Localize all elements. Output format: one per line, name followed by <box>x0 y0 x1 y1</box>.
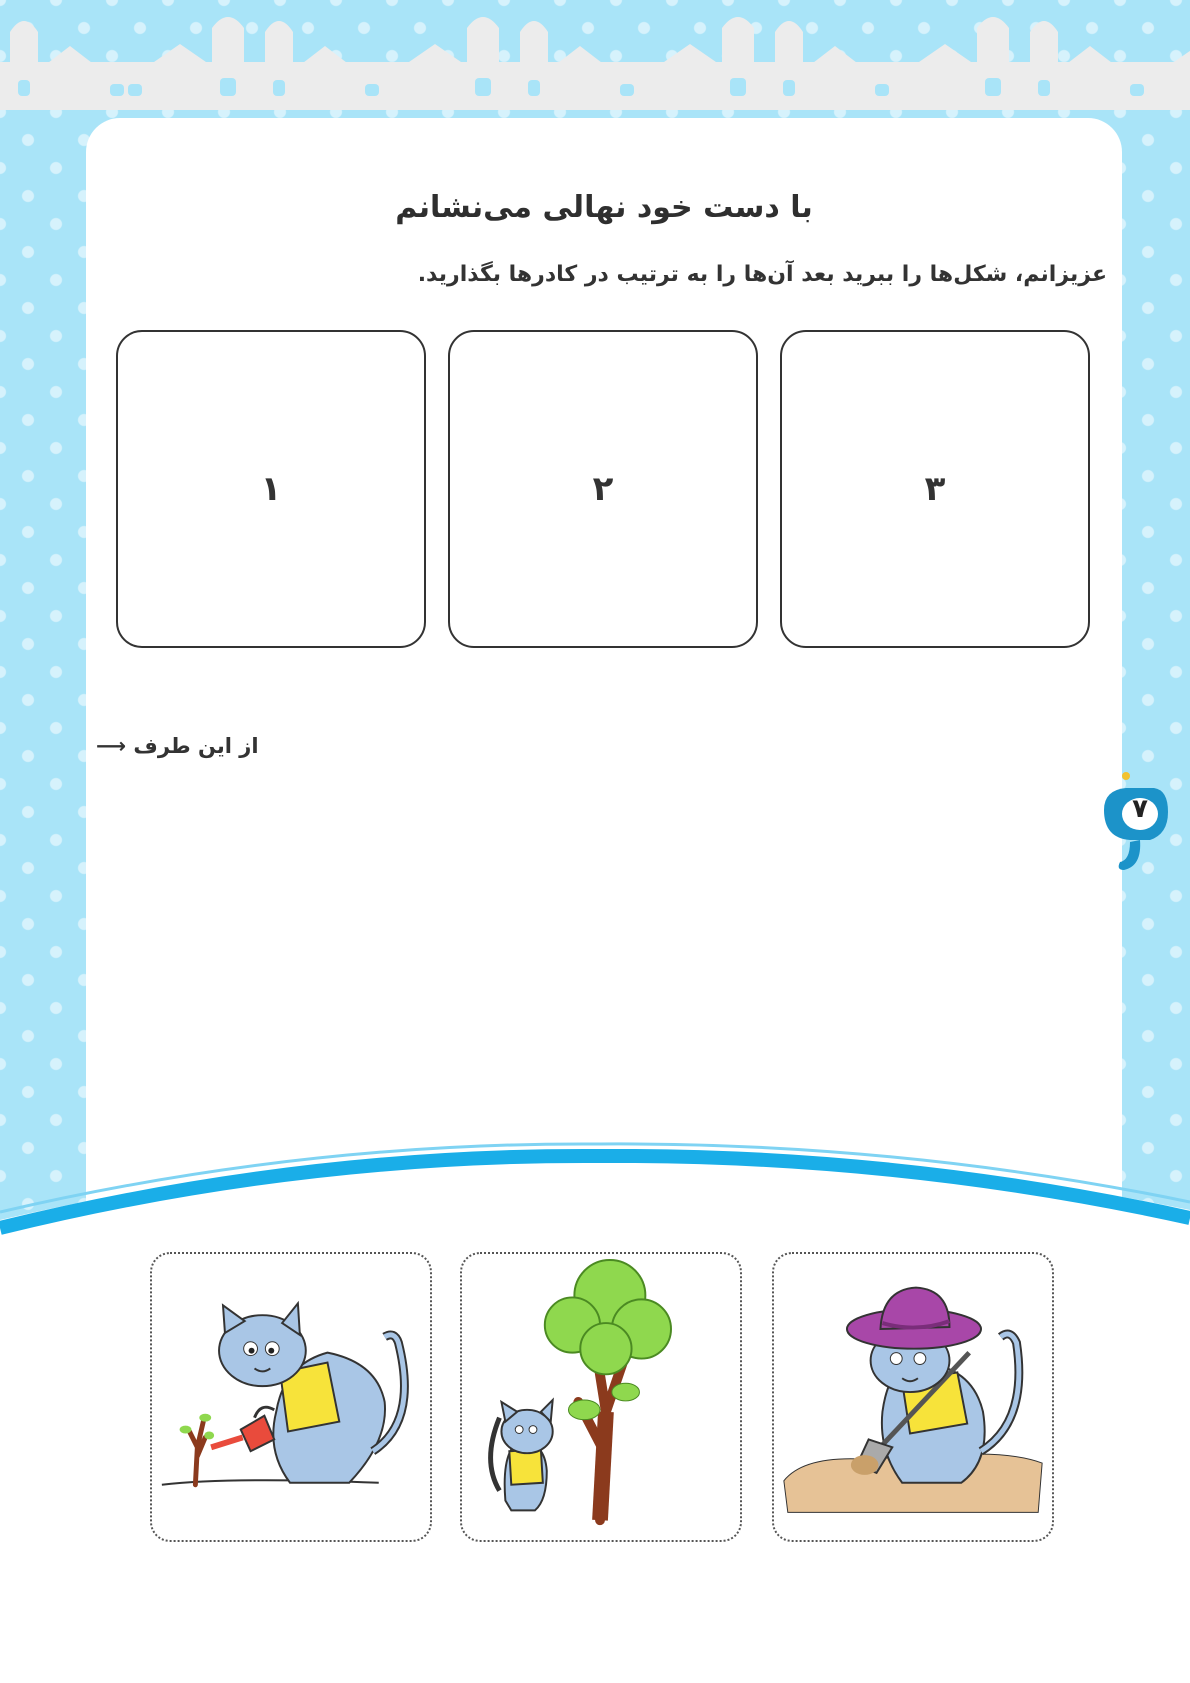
answer-box-2[interactable] <box>448 330 758 648</box>
worksheet-card <box>86 118 1122 1318</box>
cutout-card-watering[interactable] <box>150 1252 432 1542</box>
instruction-text: عزیزانم، شکل‌ها را ببرید بعد آن‌ها را به ترتیب در کادرها بگذارید. <box>417 262 1107 287</box>
cat-watering-sapling-icon <box>152 1254 430 1540</box>
arrow-right-icon: ⟶ <box>96 734 127 758</box>
box-number: ۱ <box>260 469 282 509</box>
blue-wave-divider <box>0 1140 1190 1250</box>
cutout-card-tree[interactable] <box>460 1252 742 1542</box>
page-number-badge <box>1090 770 1172 878</box>
page-title: با دست خود نهالی می‌نشانم <box>395 190 813 225</box>
box-number: ۲ <box>592 469 614 509</box>
cutout-card-digging[interactable] <box>772 1252 1054 1542</box>
cut-hint-label: از این طرف <box>133 734 259 758</box>
page-number: ۷ <box>1132 794 1148 824</box>
cat-digging-soil-icon <box>774 1254 1052 1540</box>
cut-direction-hint <box>96 734 259 758</box>
answer-box-3[interactable] <box>780 330 1090 648</box>
houses-border-icon <box>0 0 1190 112</box>
box-number: ۳ <box>924 469 946 509</box>
page-badge-icon <box>1090 770 1172 878</box>
cat-beside-grown-tree-icon <box>462 1254 740 1540</box>
answer-box-1[interactable] <box>116 330 426 648</box>
